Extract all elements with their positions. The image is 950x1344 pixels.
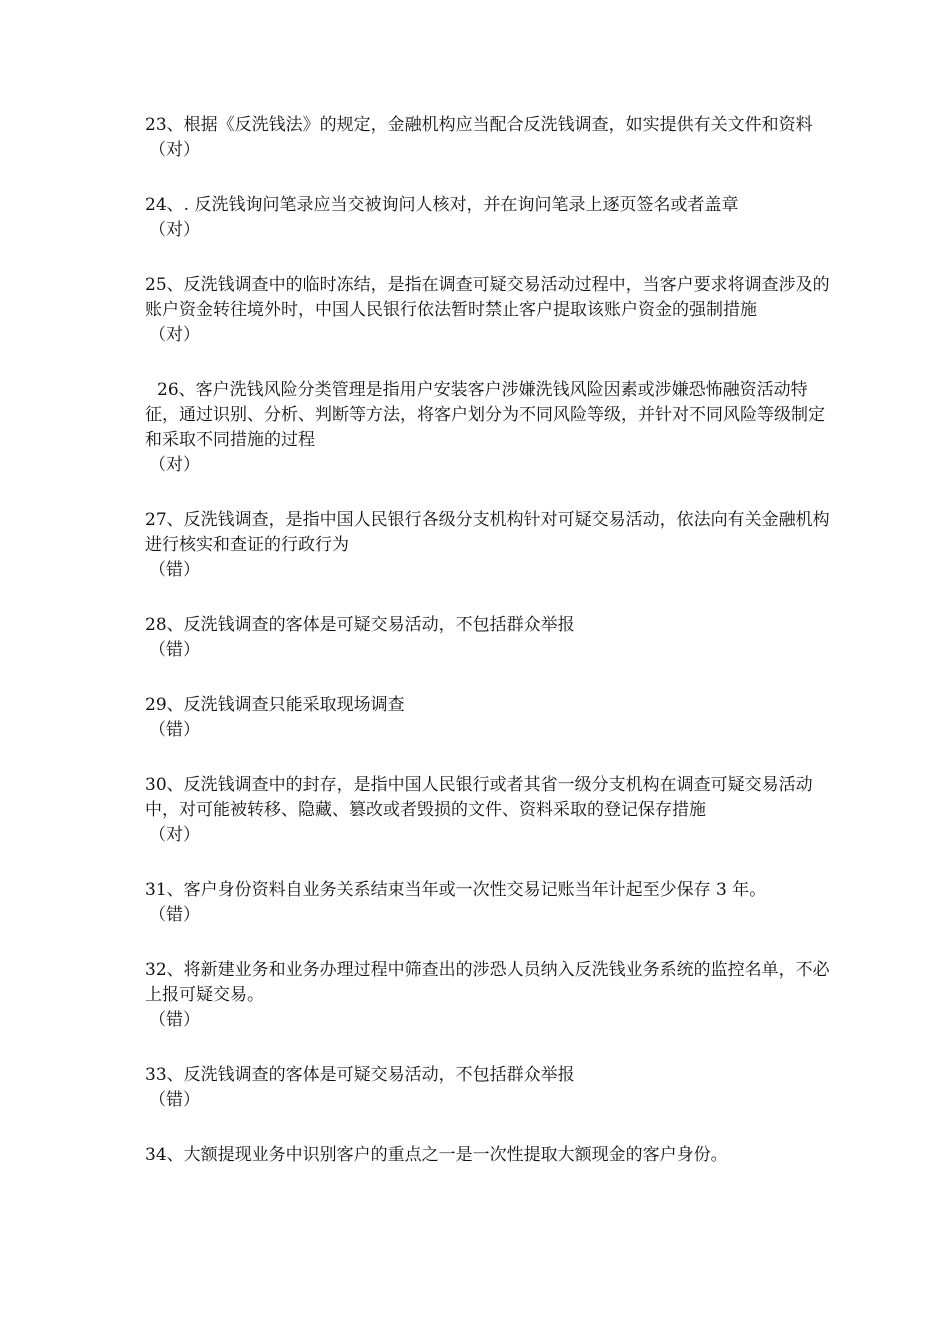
question-answer: （错） (149, 905, 200, 925)
question-text: 28、反洗钱调查的客体是可疑交易活动，不包括群众举报 (145, 615, 575, 635)
question-26 (145, 378, 835, 478)
question-answer: （错） (149, 720, 200, 740)
question-text: 33、反洗钱调查的客体是可疑交易活动，不包括群众举报 (145, 1065, 575, 1085)
question-34 (145, 1143, 835, 1168)
question-text: 29、反洗钱调查只能采取现场调查 (145, 695, 405, 715)
question-answer: （错） (149, 1010, 200, 1030)
question-text: 31、客户身份资料自业务关系结束当年或一次性交易记账当年计起至少保存 3 年。 (145, 880, 767, 900)
question-text: 26、客户洗钱风险分类管理是指用户安装客户涉嫌洗钱风险因素或涉嫌恐怖融资活动特征，通过识别、分析、判断等方法，将客户划分为不同风险等级，并针对不同风险等级制定和采取不同措施的过程 (145, 380, 825, 450)
question-text: 23、根据《反洗钱法》的规定，金融机构应当配合反洗钱调查，如实提供有关文件和资料 (145, 115, 813, 135)
question-text: 34、大额提现业务中识别客户的重点之一是一次性提取大额现金的客户身份。 (145, 1145, 728, 1165)
question-27 (145, 508, 835, 583)
question-answer: （对） (149, 825, 200, 845)
question-33 (145, 1063, 835, 1113)
question-32 (145, 958, 835, 1033)
question-answer: （错） (149, 640, 200, 660)
question-answer: （对） (149, 220, 200, 240)
document-page (145, 113, 835, 1198)
question-25 (145, 273, 835, 348)
question-28 (145, 613, 835, 663)
question-text: 27、反洗钱调查，是指中国人民银行各级分支机构针对可疑交易活动，依法向有关金融机构进行核实和查证的行政行为 (145, 510, 830, 555)
question-answer: （错） (149, 1090, 200, 1110)
question-answer: （对） (149, 455, 200, 475)
question-23 (145, 113, 835, 163)
question-24 (145, 193, 835, 243)
question-answer: （错） (149, 560, 200, 580)
question-30 (145, 773, 835, 848)
question-answer: （对） (149, 325, 200, 345)
question-text: 24、. 反洗钱询问笔录应当交被询问人核对，并在询问笔录上逐页签名或者盖章 (145, 195, 739, 215)
question-29 (145, 693, 835, 743)
question-answer: （对） (149, 140, 200, 160)
question-text: 30、反洗钱调查中的封存，是指中国人民银行或者其省一级分支机构在调查可疑交易活动中，对可能被转移、隐藏、篡改或者毁损的文件、资料采取的登记保存措施 (145, 775, 813, 820)
question-text: 32、将新建业务和业务办理过程中筛查出的涉恐人员纳入反洗钱业务系统的监控名单，不必上报可疑交易。 (145, 960, 830, 1005)
question-text: 25、反洗钱调查中的临时冻结，是指在调查可疑交易活动过程中，当客户要求将调查涉及的账户资金转往境外时，中国人民银行依法暂时禁止客户提取该账户资金的强制措施 (145, 275, 830, 320)
question-31 (145, 878, 835, 928)
